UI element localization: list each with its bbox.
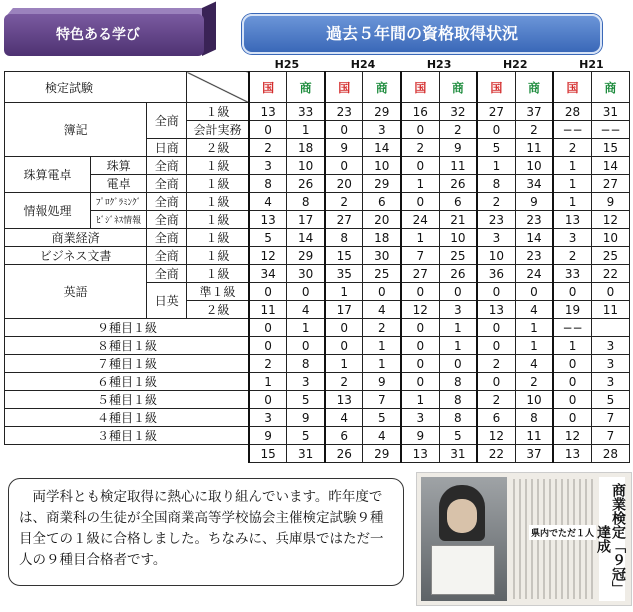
value-cell: 5 xyxy=(249,229,287,247)
value-cell: 14 xyxy=(591,157,629,175)
year-label: H23 xyxy=(426,58,452,71)
value-cell: 0 xyxy=(287,337,325,355)
value-cell: −− xyxy=(553,319,591,337)
value-cell: 0 xyxy=(401,283,439,301)
value-cell: 31 xyxy=(591,103,629,121)
organizer: 全商 xyxy=(147,193,187,211)
value-cell: 27 xyxy=(477,103,515,121)
value-cell: 13 xyxy=(477,301,515,319)
exam-category: 簿記 xyxy=(5,103,147,157)
value-cell: 4 xyxy=(363,301,401,319)
value-cell: 0 xyxy=(477,121,515,139)
organizer: 全商 xyxy=(147,103,187,139)
exam-header: 検定試験 xyxy=(5,72,187,103)
organizer: 全商 xyxy=(147,229,187,247)
value-cell: 0 xyxy=(249,319,287,337)
value-cell: 29 xyxy=(287,247,325,265)
value-cell: 0 xyxy=(477,319,515,337)
value-cell: 1 xyxy=(553,337,591,355)
value-cell: 0 xyxy=(325,337,363,355)
value-cell: 0 xyxy=(401,337,439,355)
value-cell: 26 xyxy=(439,175,477,193)
value-cell: 0 xyxy=(439,283,477,301)
value-cell: 0 xyxy=(249,391,287,409)
value-cell: 2 xyxy=(515,121,553,139)
value-cell: 9 xyxy=(249,427,287,445)
value-cell: 3 xyxy=(401,409,439,427)
exam-subcategory: 電卓 xyxy=(91,175,147,193)
grade: ２級 xyxy=(187,139,249,157)
table-row xyxy=(5,157,630,175)
value-cell: 23 xyxy=(325,103,363,121)
value-cell: 33 xyxy=(553,265,591,283)
value-cell: 6 xyxy=(363,193,401,211)
kokusai-header: 国 xyxy=(401,72,439,103)
organizer: 全商 xyxy=(147,211,187,229)
totals-spacer xyxy=(5,445,249,463)
description-box: 両学科とも検定取得に熱心に取り組んでいます。昨年度では、商業科の生徒が全国商業高等学校協会主催検定試験９種目全ての１級に合格しました。ちなみに、兵庫県ではただ一人の９種目合格者です。 xyxy=(8,478,404,586)
value-cell: 15 xyxy=(591,139,629,157)
kinds-label: ６種目１級 xyxy=(5,373,249,391)
value-cell: 27 xyxy=(591,175,629,193)
value-cell: 1 xyxy=(287,121,325,139)
year-row xyxy=(5,58,630,72)
value-cell: 0 xyxy=(287,283,325,301)
table-row xyxy=(5,103,630,121)
year-label: H22 xyxy=(502,58,528,71)
table-row xyxy=(5,229,630,247)
value-cell: 0 xyxy=(249,337,287,355)
grade: １級 xyxy=(187,211,249,229)
value-cell: 10 xyxy=(363,157,401,175)
value-cell: 7 xyxy=(591,427,629,445)
value-cell: 19 xyxy=(553,301,591,319)
value-cell: 25 xyxy=(439,247,477,265)
value-cell xyxy=(591,319,629,337)
value-cell: 2 xyxy=(553,247,591,265)
grade: 準１級 xyxy=(187,283,249,301)
value-cell: 0 xyxy=(401,355,439,373)
value-cell: 10 xyxy=(477,247,515,265)
value-cell: 4 xyxy=(363,427,401,445)
table-row xyxy=(5,337,630,355)
value-cell: 23 xyxy=(515,211,553,229)
value-cell: 11 xyxy=(515,139,553,157)
value-cell: 14 xyxy=(287,229,325,247)
shogyo-header: 商 xyxy=(439,72,477,103)
value-cell: 24 xyxy=(515,265,553,283)
exam-category: 珠算電卓 xyxy=(5,157,91,193)
kinds-label: ９種目１級 xyxy=(5,319,249,337)
news-subheadline: 県内でただ１人 xyxy=(529,525,596,540)
total-cell: 31 xyxy=(287,445,325,463)
grade: 会計実務 xyxy=(187,121,249,139)
total-cell: 31 xyxy=(439,445,477,463)
kokusai-header: 国 xyxy=(249,72,287,103)
value-cell: 15 xyxy=(325,247,363,265)
value-cell: 1 xyxy=(287,319,325,337)
total-cell: 26 xyxy=(325,445,363,463)
organizer: 全商 xyxy=(147,157,187,175)
value-cell: 8 xyxy=(325,229,363,247)
value-cell: 21 xyxy=(439,211,477,229)
value-cell: 12 xyxy=(249,247,287,265)
grade: １級 xyxy=(187,157,249,175)
value-cell: 0 xyxy=(249,121,287,139)
value-cell: 3 xyxy=(477,229,515,247)
kinds-label: ３種目１級 xyxy=(5,427,249,445)
value-cell: 3 xyxy=(249,409,287,427)
value-cell: 5 xyxy=(439,427,477,445)
value-cell: 3 xyxy=(591,373,629,391)
value-cell: 5 xyxy=(287,427,325,445)
total-cell: 28 xyxy=(591,445,629,463)
value-cell: 6 xyxy=(325,427,363,445)
table-row xyxy=(5,319,630,337)
value-cell: 0 xyxy=(553,373,591,391)
value-cell: 1 xyxy=(401,391,439,409)
value-cell: 36 xyxy=(477,265,515,283)
value-cell: 4 xyxy=(287,301,325,319)
value-cell: 26 xyxy=(287,175,325,193)
value-cell: 32 xyxy=(439,103,477,121)
value-cell: 3 xyxy=(249,157,287,175)
value-cell: 8 xyxy=(439,373,477,391)
certificate-image xyxy=(431,545,495,595)
value-cell: 26 xyxy=(439,265,477,283)
value-cell: 8 xyxy=(287,355,325,373)
value-cell: 0 xyxy=(477,337,515,355)
value-cell: 0 xyxy=(401,373,439,391)
kinds-label: ８種目１級 xyxy=(5,337,249,355)
value-cell: 11 xyxy=(515,427,553,445)
year-label: H24 xyxy=(350,58,376,71)
value-cell: 29 xyxy=(363,103,401,121)
diagonal-cell xyxy=(187,72,249,103)
value-cell: 28 xyxy=(553,103,591,121)
value-cell: 27 xyxy=(401,265,439,283)
value-cell: 0 xyxy=(401,319,439,337)
grade: １級 xyxy=(187,175,249,193)
grade: １級 xyxy=(187,229,249,247)
value-cell: 9 xyxy=(439,139,477,157)
value-cell: 34 xyxy=(515,175,553,193)
value-cell: 9 xyxy=(515,193,553,211)
table-row xyxy=(5,355,630,373)
value-cell: 4 xyxy=(515,301,553,319)
value-cell: 12 xyxy=(591,211,629,229)
table-row xyxy=(5,373,630,391)
exam-category: 情報処理 xyxy=(5,193,91,229)
value-cell: 1 xyxy=(515,337,553,355)
value-cell: 13 xyxy=(325,391,363,409)
value-cell: 13 xyxy=(249,211,287,229)
value-cell: 1 xyxy=(439,319,477,337)
value-cell: 0 xyxy=(363,283,401,301)
value-cell: 0 xyxy=(325,157,363,175)
kokusai-header: 国 xyxy=(553,72,591,103)
exam-category: 商業経済 xyxy=(5,229,147,247)
value-cell: 5 xyxy=(477,139,515,157)
exam-category: ビジネス文書 xyxy=(5,247,147,265)
newspaper-clipping xyxy=(416,472,632,606)
value-cell: 14 xyxy=(515,229,553,247)
shogyo-header: 商 xyxy=(363,72,401,103)
value-cell: 10 xyxy=(439,229,477,247)
value-cell: 9 xyxy=(287,409,325,427)
value-cell: 8 xyxy=(249,175,287,193)
value-cell: 2 xyxy=(325,373,363,391)
value-cell: 5 xyxy=(363,409,401,427)
value-cell: 2 xyxy=(439,121,477,139)
feature-tag xyxy=(4,8,218,56)
value-cell: 29 xyxy=(363,175,401,193)
value-cell: 16 xyxy=(401,103,439,121)
table-row xyxy=(5,265,630,283)
exam-subcategory: 珠算 xyxy=(91,157,147,175)
value-cell: 3 xyxy=(439,301,477,319)
value-cell: 1 xyxy=(249,373,287,391)
kokusai-header: 国 xyxy=(325,72,363,103)
value-cell: 0 xyxy=(515,283,553,301)
value-cell: 3 xyxy=(553,229,591,247)
qualification-table xyxy=(4,58,630,463)
value-cell: 8 xyxy=(287,193,325,211)
value-cell: 6 xyxy=(439,193,477,211)
value-cell: 10 xyxy=(287,157,325,175)
value-cell: 0 xyxy=(477,373,515,391)
value-cell: 9 xyxy=(401,427,439,445)
value-cell: 1 xyxy=(553,175,591,193)
kokusai-header: 国 xyxy=(477,72,515,103)
value-cell: 1 xyxy=(325,355,363,373)
value-cell: 4 xyxy=(249,193,287,211)
shogyo-header: 商 xyxy=(515,72,553,103)
value-cell: 5 xyxy=(287,391,325,409)
value-cell: 5 xyxy=(591,391,629,409)
value-cell: 3 xyxy=(591,355,629,373)
exam-category: 英語 xyxy=(5,265,147,319)
value-cell: 33 xyxy=(287,103,325,121)
organizer: 全商 xyxy=(147,265,187,283)
table-row xyxy=(5,427,630,445)
value-cell: 18 xyxy=(287,139,325,157)
value-cell: 1 xyxy=(363,355,401,373)
value-cell: 20 xyxy=(363,211,401,229)
value-cell: 2 xyxy=(249,355,287,373)
total-cell: 15 xyxy=(249,445,287,463)
value-cell: 1 xyxy=(553,193,591,211)
value-cell: 17 xyxy=(325,301,363,319)
value-cell: 22 xyxy=(591,265,629,283)
tag-side-bevel xyxy=(202,1,216,56)
total-cell: 29 xyxy=(363,445,401,463)
value-cell: 8 xyxy=(477,175,515,193)
value-cell: 35 xyxy=(325,265,363,283)
section-title: 過去５年間の資格取得状況 xyxy=(242,14,602,54)
table-row xyxy=(5,391,630,409)
value-cell: 7 xyxy=(401,247,439,265)
value-cell: 2 xyxy=(515,373,553,391)
year-label: H21 xyxy=(579,58,604,71)
value-cell: 8 xyxy=(439,409,477,427)
kinds-label: ４種目１級 xyxy=(5,409,249,427)
value-cell: 1 xyxy=(439,337,477,355)
value-cell: 23 xyxy=(477,211,515,229)
value-cell: 8 xyxy=(439,391,477,409)
total-cell: 22 xyxy=(477,445,515,463)
value-cell: 13 xyxy=(249,103,287,121)
value-cell: 10 xyxy=(515,391,553,409)
value-cell: 1 xyxy=(363,337,401,355)
total-cell: 13 xyxy=(401,445,439,463)
value-cell: 9 xyxy=(591,193,629,211)
exam-subcategory: ﾋﾞｼﾞﾈｽ情報 xyxy=(91,211,147,229)
grade: １級 xyxy=(187,247,249,265)
total-cell: 37 xyxy=(515,445,553,463)
organizer: 日英 xyxy=(147,283,187,319)
table-row xyxy=(5,409,630,427)
table-row xyxy=(5,175,630,193)
kinds-label: ７種目１級 xyxy=(5,355,249,373)
year-label: H25 xyxy=(274,58,300,71)
value-cell: 4 xyxy=(515,355,553,373)
news-headline: 商業検定「９冠」達成 xyxy=(599,477,625,601)
value-cell: 9 xyxy=(363,373,401,391)
grade: １級 xyxy=(187,193,249,211)
value-cell: 0 xyxy=(591,283,629,301)
value-cell: 0 xyxy=(401,157,439,175)
value-cell: 12 xyxy=(401,301,439,319)
value-cell: 14 xyxy=(363,139,401,157)
value-cell: 0 xyxy=(325,121,363,139)
value-cell: 6 xyxy=(477,409,515,427)
value-cell: 0 xyxy=(477,283,515,301)
organizer: 日商 xyxy=(147,139,187,157)
value-cell: 2 xyxy=(363,319,401,337)
value-cell: 2 xyxy=(477,193,515,211)
value-cell: 2 xyxy=(477,355,515,373)
value-cell: 11 xyxy=(591,301,629,319)
value-cell: 1 xyxy=(477,157,515,175)
value-cell: 24 xyxy=(401,211,439,229)
shogyo-header: 商 xyxy=(591,72,629,103)
value-cell: 17 xyxy=(287,211,325,229)
organizer: 全商 xyxy=(147,175,187,193)
value-cell: 11 xyxy=(249,301,287,319)
value-cell: 3 xyxy=(591,337,629,355)
kinds-label: ５種目１級 xyxy=(5,391,249,409)
table-row xyxy=(5,247,630,265)
value-cell: 18 xyxy=(363,229,401,247)
value-cell: 1 xyxy=(401,175,439,193)
header-row xyxy=(5,72,630,103)
value-cell: 0 xyxy=(401,193,439,211)
value-cell: 2 xyxy=(401,139,439,157)
value-cell: 0 xyxy=(553,409,591,427)
value-cell: 2 xyxy=(477,391,515,409)
shogyo-header: 商 xyxy=(287,72,325,103)
value-cell: 12 xyxy=(553,427,591,445)
value-cell: −− xyxy=(553,121,591,139)
value-cell: 11 xyxy=(439,157,477,175)
value-cell: 7 xyxy=(363,391,401,409)
value-cell: 25 xyxy=(591,247,629,265)
value-cell: 0 xyxy=(401,121,439,139)
value-cell: 2 xyxy=(325,193,363,211)
totals-row xyxy=(5,445,630,463)
table-row xyxy=(5,193,630,211)
value-cell: 3 xyxy=(363,121,401,139)
value-cell: 2 xyxy=(553,139,591,157)
value-cell: 10 xyxy=(515,157,553,175)
value-cell: 0 xyxy=(325,319,363,337)
value-cell: 23 xyxy=(515,247,553,265)
value-cell: −− xyxy=(591,121,629,139)
grade: ２級 xyxy=(187,301,249,319)
value-cell: 10 xyxy=(591,229,629,247)
organizer: 全商 xyxy=(147,247,187,265)
value-cell: 0 xyxy=(439,355,477,373)
value-cell: 30 xyxy=(287,265,325,283)
value-cell: 1 xyxy=(325,283,363,301)
value-cell: 30 xyxy=(363,247,401,265)
total-cell: 13 xyxy=(553,445,591,463)
value-cell: 1 xyxy=(553,157,591,175)
value-cell: 20 xyxy=(325,175,363,193)
value-cell: 0 xyxy=(553,355,591,373)
exam-subcategory: ﾌﾟﾛｸﾞﾗﾐﾝｸﾞ xyxy=(91,193,147,211)
value-cell: 8 xyxy=(515,409,553,427)
value-cell: 2 xyxy=(249,139,287,157)
table-row xyxy=(5,211,630,229)
value-cell: 25 xyxy=(363,265,401,283)
value-cell: 0 xyxy=(249,283,287,301)
value-cell: 1 xyxy=(515,319,553,337)
value-cell: 12 xyxy=(477,427,515,445)
feature-tag-label: 特色ある学び xyxy=(4,14,204,56)
value-cell: 13 xyxy=(553,211,591,229)
grade: １級 xyxy=(187,103,249,121)
value-cell: 3 xyxy=(287,373,325,391)
value-cell: 0 xyxy=(553,391,591,409)
grade: １級 xyxy=(187,265,249,283)
value-cell: 0 xyxy=(553,283,591,301)
student-face xyxy=(447,499,477,533)
value-cell: 1 xyxy=(401,229,439,247)
value-cell: 27 xyxy=(325,211,363,229)
value-cell: 4 xyxy=(325,409,363,427)
value-cell: 7 xyxy=(591,409,629,427)
value-cell: 9 xyxy=(325,139,363,157)
value-cell: 37 xyxy=(515,103,553,121)
value-cell: 34 xyxy=(249,265,287,283)
